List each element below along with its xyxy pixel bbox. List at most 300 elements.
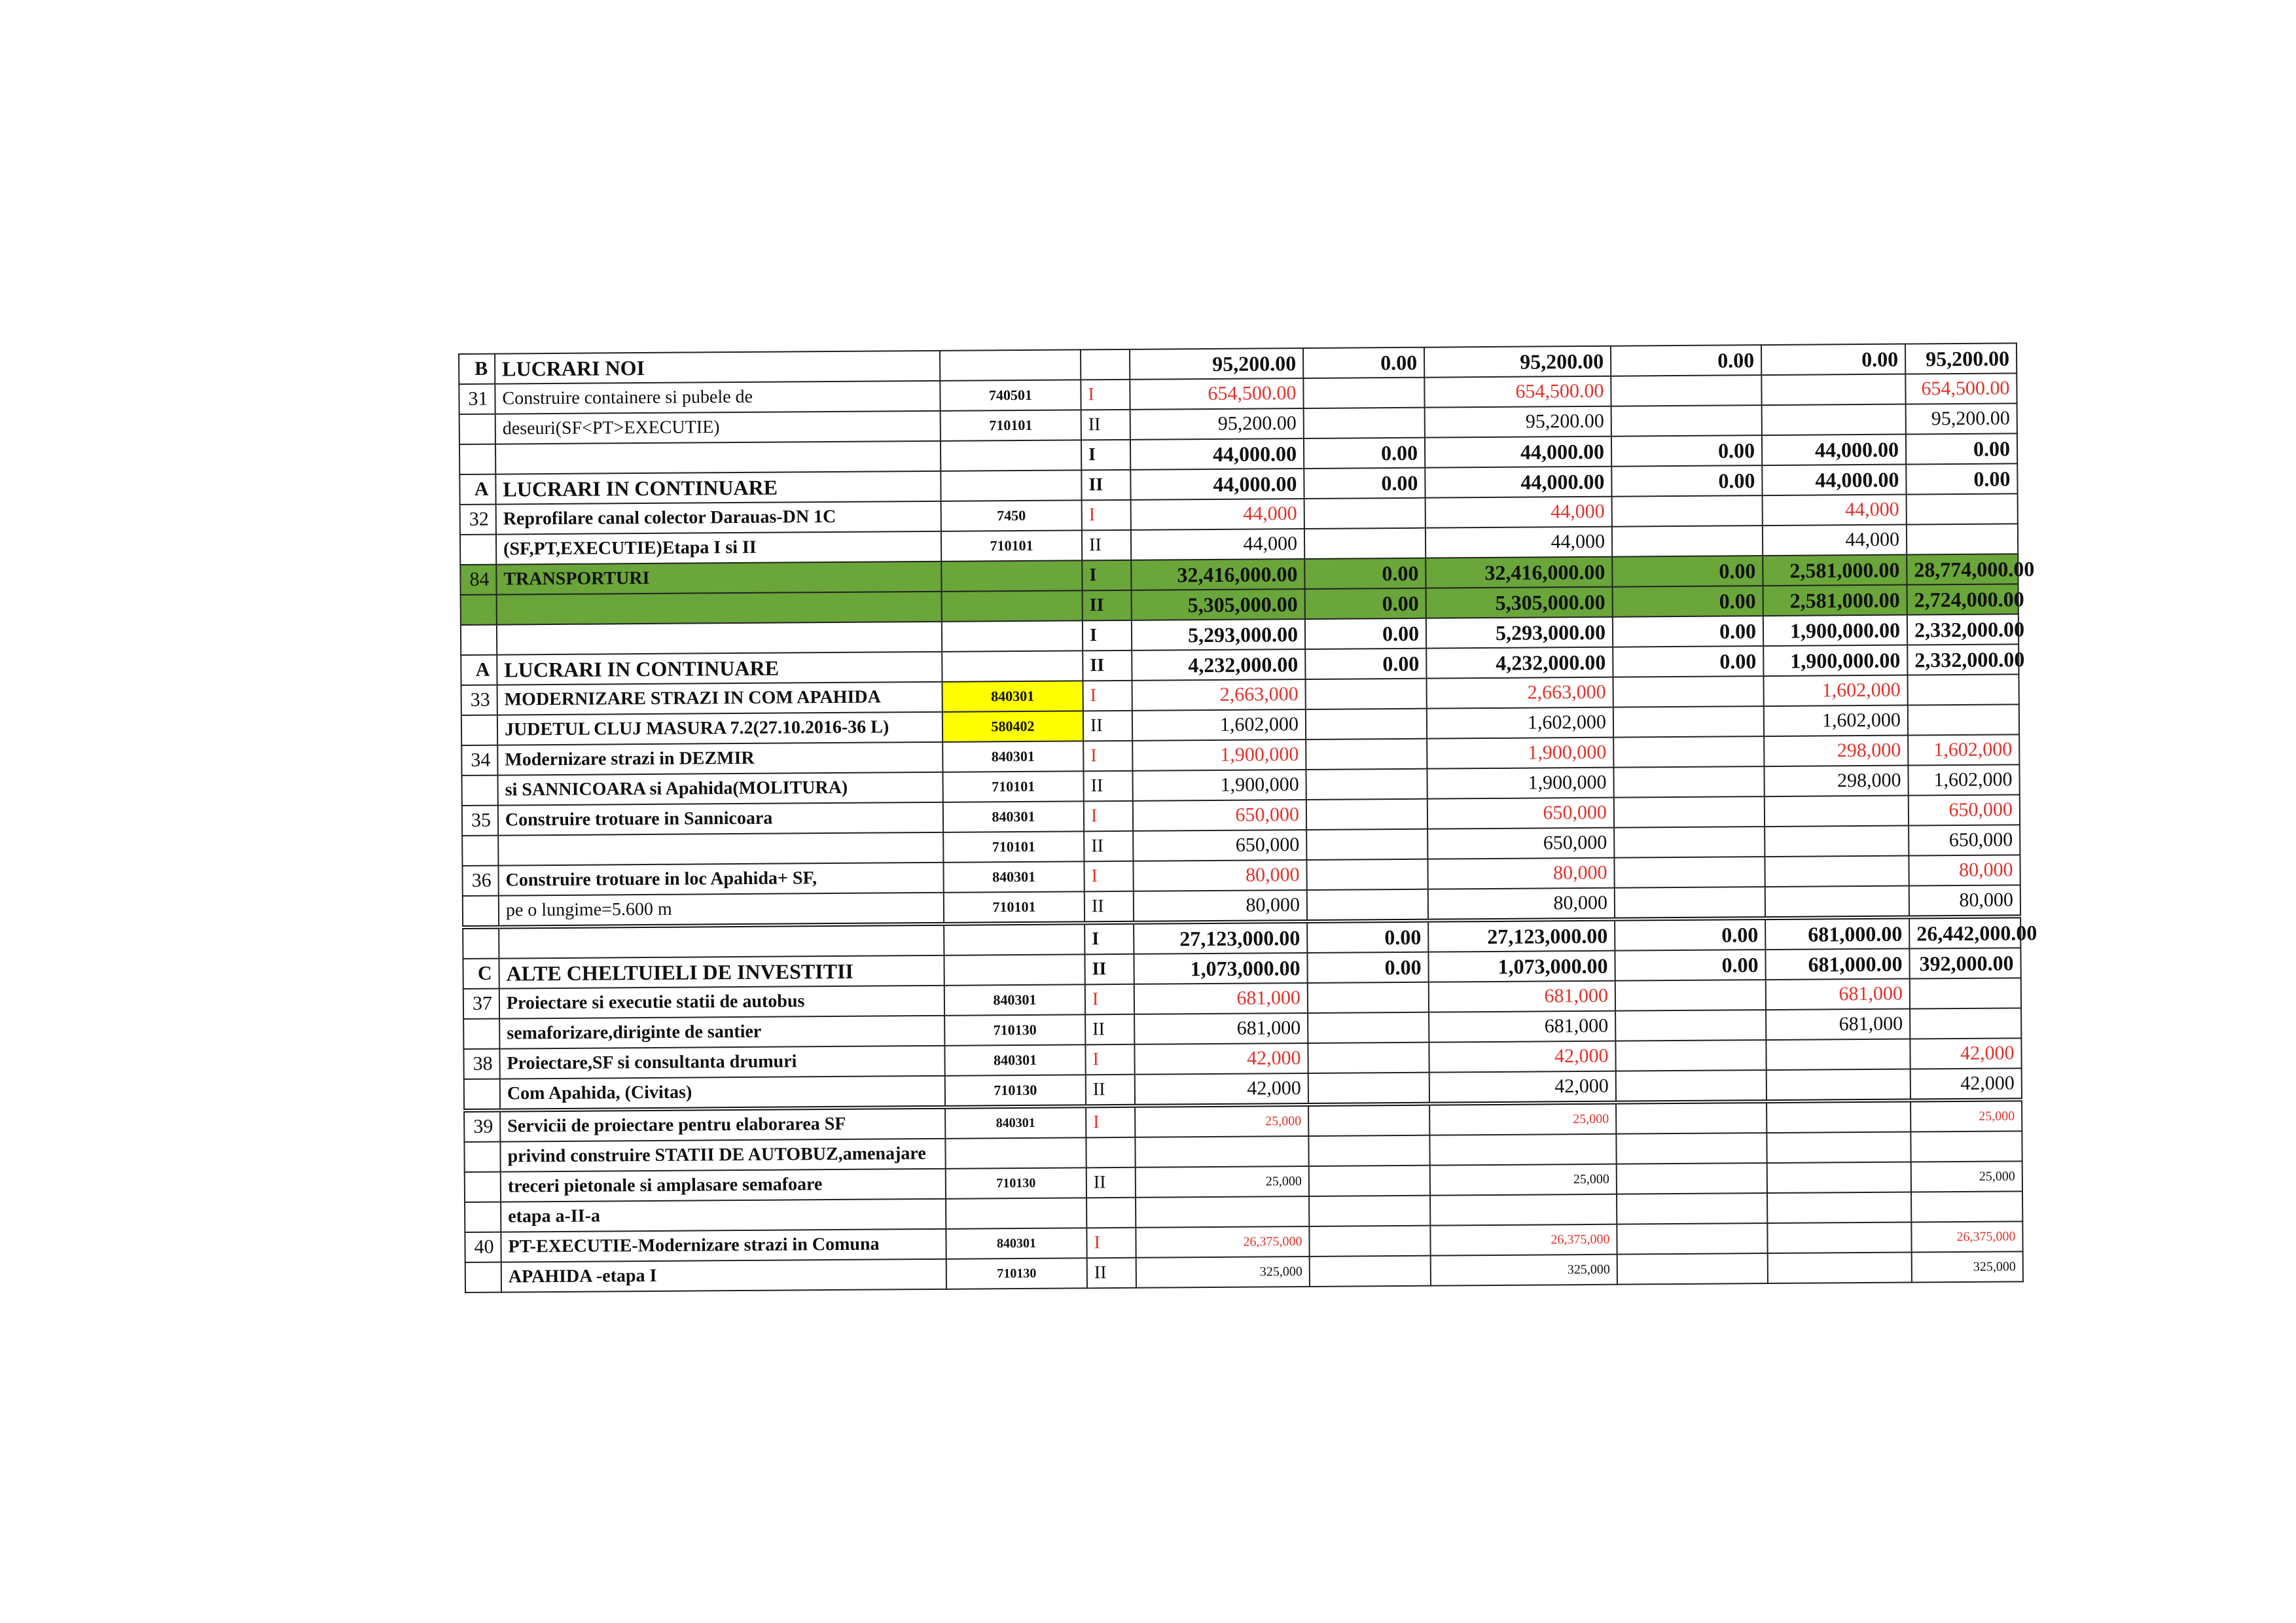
value-cell-1: 44,000 (1131, 499, 1304, 530)
value-cell-6: 2,332,000.00 (1907, 614, 2018, 645)
value-cell-3: 1,900,000 (1427, 768, 1613, 799)
value-cell-1: 26,375,000 (1136, 1226, 1309, 1258)
stage-cell: I (1083, 741, 1132, 772)
value-cell-3: 95,200.00 (1424, 346, 1611, 378)
value-cell-6: 26,442,000.00 (1909, 916, 2020, 948)
value-cell-2: 0.00 (1303, 348, 1424, 378)
value-cell-4: 0.00 (1615, 918, 1765, 951)
row-number: 32 (460, 505, 496, 535)
value-cell-2 (1306, 739, 1427, 770)
value-cell-1: 5,293,000.00 (1132, 619, 1305, 651)
row-number (461, 715, 497, 745)
value-cell-3: 25,000 (1430, 1164, 1617, 1196)
value-cell-6: 650,000 (1909, 794, 2020, 825)
value-cell-4 (1615, 980, 1766, 1011)
row-number (460, 535, 496, 565)
value-cell-2: 0.00 (1307, 952, 1428, 983)
value-cell-1: 1,073,000.00 (1134, 953, 1307, 984)
value-cell-6 (1907, 674, 2018, 705)
value-cell-6: 1,602,000 (1908, 764, 2019, 795)
budget-code-cell: 840301 (946, 1228, 1086, 1258)
row-number (465, 1172, 501, 1202)
value-cell-1: 5,305,000.00 (1132, 589, 1305, 620)
budget-code-cell: 710130 (945, 1075, 1086, 1107)
value-cell-4 (1616, 1070, 1767, 1103)
value-cell-2 (1310, 1256, 1431, 1287)
budget-code-cell (941, 560, 1082, 591)
value-cell-4 (1615, 1040, 1766, 1071)
description-cell: pe o lungime=5.600 m (499, 893, 944, 927)
value-cell-1: 80,000 (1134, 890, 1307, 923)
value-cell-2 (1303, 378, 1424, 408)
value-cell-5: 681,000.00 (1765, 949, 1909, 980)
value-cell-3: 42,000 (1429, 1041, 1615, 1073)
value-cell-4 (1615, 1010, 1766, 1041)
value-cell-3: 42,000 (1429, 1071, 1616, 1104)
value-cell-2: 0.00 (1305, 588, 1426, 619)
value-cell-4 (1617, 1163, 1767, 1194)
value-cell-3: 650,000 (1427, 828, 1614, 859)
stage-cell: II (1081, 410, 1130, 440)
value-cell-1 (1135, 1136, 1308, 1168)
value-cell-5: 0.00 (1761, 344, 1905, 376)
value-cell-2 (1308, 982, 1429, 1013)
value-cell-6: 0.00 (1906, 433, 2017, 464)
value-cell-2 (1309, 1166, 1430, 1196)
budget-code-cell (945, 1137, 1086, 1168)
value-cell-6 (1907, 493, 2018, 524)
value-cell-1: 325,000 (1136, 1257, 1310, 1288)
value-cell-3: 25,000 (1429, 1103, 1616, 1135)
value-cell-5: 681,000 (1766, 1009, 1910, 1041)
budget-code-cell: 710101 (943, 831, 1084, 862)
row-number (465, 1202, 501, 1232)
description-cell: Construire trotuare in loc Apahida+ SF, (498, 863, 943, 896)
value-cell-1: 650,000 (1133, 830, 1306, 861)
description-cell (497, 622, 942, 655)
description-cell: Proiectare,SF si consultanta drumuri (499, 1046, 944, 1079)
description-cell: LUCRARI IN CONTINUARE (495, 471, 941, 505)
value-cell-2 (1306, 709, 1427, 740)
stage-cell: I (1084, 801, 1133, 832)
row-number (463, 896, 499, 927)
value-cell-4 (1616, 1133, 1767, 1164)
value-cell-5: 1,602,000 (1763, 675, 1907, 707)
budget-code-cell (942, 590, 1083, 621)
row-number (461, 595, 497, 625)
budget-code-cell (942, 651, 1083, 681)
value-cell-6: 25,000 (1910, 1099, 2022, 1132)
row-number (462, 776, 498, 806)
value-cell-2 (1306, 769, 1427, 800)
description-cell: LUCRARI IN CONTINUARE (497, 652, 942, 685)
value-cell-6: 2,724,000.00 (1907, 584, 2018, 615)
value-cell-4: 0.00 (1612, 556, 1763, 587)
value-cell-1: 25,000 (1136, 1166, 1309, 1198)
value-cell-2: 0.00 (1305, 618, 1426, 649)
value-cell-4 (1617, 1253, 1768, 1285)
row-number (464, 1142, 500, 1172)
row-number (459, 414, 495, 444)
row-number: 84 (460, 565, 496, 595)
value-cell-2 (1307, 889, 1428, 921)
value-cell-4 (1612, 526, 1763, 557)
description-cell: JUDETUL CLUJ MASURA 7.2(27.10.2016-36 L) (497, 712, 942, 745)
stage-cell: I (1083, 681, 1132, 711)
value-cell-1: 80,000 (1133, 860, 1306, 891)
value-cell-2: 0.00 (1304, 438, 1425, 469)
value-cell-5: 2,581,000.00 (1763, 555, 1907, 586)
value-cell-1 (1136, 1196, 1309, 1228)
value-cell-3: 325,000 (1431, 1255, 1617, 1286)
value-cell-1: 42,000 (1134, 1043, 1308, 1075)
value-cell-5: 298,000 (1764, 766, 1908, 797)
value-cell-6 (1910, 1008, 2021, 1039)
value-cell-5 (1765, 796, 1909, 827)
value-cell-1: 2,663,000 (1132, 679, 1306, 711)
stage-cell (1086, 1137, 1135, 1168)
value-cell-4 (1611, 405, 1762, 437)
value-cell-1: 44,000 (1131, 529, 1304, 560)
value-cell-6 (1907, 524, 2018, 554)
stage-cell: II (1086, 1075, 1135, 1107)
description-cell: Construire trotuare in Sannicoara (498, 802, 943, 836)
value-cell-5 (1767, 1132, 1910, 1164)
value-cell-4 (1613, 736, 1764, 768)
value-cell-4: 0.00 (1611, 345, 1761, 376)
value-cell-6: 1,602,000 (1908, 734, 2019, 765)
description-cell (497, 592, 942, 625)
description-cell: treceri pietonale si amplasare semafoare (501, 1169, 946, 1202)
value-cell-6: 2,332,000.00 (1907, 644, 2018, 675)
budget-code-cell: 840301 (942, 681, 1083, 711)
value-cell-4: 0.00 (1615, 950, 1765, 981)
stage-cell: II (1085, 954, 1134, 985)
value-cell-3: 5,305,000.00 (1426, 587, 1613, 618)
row-number: 37 (463, 989, 499, 1019)
table-body (459, 343, 2037, 1293)
value-cell-4 (1617, 1223, 1767, 1255)
value-cell-4 (1614, 796, 1765, 828)
row-number: 31 (459, 384, 495, 414)
value-cell-3: 1,900,000 (1427, 738, 1613, 769)
budget-code-cell: 710130 (946, 1168, 1086, 1198)
value-cell-5: 44,000.00 (1762, 435, 1906, 466)
value-cell-5 (1765, 886, 1909, 919)
value-cell-5: 44,000 (1763, 525, 1907, 556)
value-cell-3: 95,200.00 (1425, 406, 1611, 438)
description-cell: Servicii de proiectare pentru elaborarea SF (500, 1107, 945, 1142)
value-cell-2 (1308, 1012, 1429, 1043)
value-cell-2: 0.00 (1307, 921, 1428, 953)
budget-code-cell: 840301 (944, 1044, 1085, 1075)
value-cell-5: 298,000 (1764, 736, 1908, 767)
value-cell-1: 95,200.00 (1130, 348, 1303, 380)
value-cell-1: 95,200.00 (1130, 408, 1304, 440)
value-cell-2 (1309, 1196, 1430, 1226)
description-cell: PT-EXECUTIE-Modernizare strazi in Comuna (501, 1229, 946, 1262)
value-cell-1: 681,000 (1134, 1013, 1308, 1044)
value-cell-5 (1762, 404, 1906, 436)
description-cell: Modernizare strazi in DEZMIR (497, 742, 942, 776)
value-cell-6 (1910, 1131, 2022, 1162)
value-cell-4 (1614, 827, 1765, 858)
stage-cell: II (1081, 470, 1130, 501)
value-cell-5: 44,000.00 (1762, 465, 1906, 496)
value-cell-6 (1908, 704, 2019, 735)
value-cell-4: 0.00 (1613, 646, 1763, 677)
row-number (463, 1019, 499, 1049)
budget-code-cell: 840301 (943, 801, 1084, 832)
value-cell-5 (1767, 1192, 1911, 1224)
stage-cell: I (1085, 984, 1134, 1015)
stage-cell: I (1083, 620, 1132, 651)
row-number (464, 1079, 500, 1111)
stage-cell: I (1082, 500, 1131, 531)
budget-code-cell: 580402 (942, 711, 1083, 741)
budget-code-cell: 710101 (944, 891, 1085, 923)
value-cell-5: 1,900,000.00 (1763, 645, 1907, 677)
value-cell-5: 681,000.00 (1765, 918, 1909, 950)
value-cell-5 (1766, 1039, 1910, 1071)
value-cell-5: 1,602,000 (1764, 705, 1908, 737)
row-number (461, 625, 497, 655)
budget-code-cell (944, 954, 1085, 985)
value-cell-1: 4,232,000.00 (1132, 649, 1305, 681)
budget-code-cell: 710101 (942, 771, 1083, 802)
stage-cell: I (1084, 861, 1133, 892)
row-number: 40 (465, 1232, 501, 1262)
value-cell-2 (1308, 1073, 1429, 1105)
value-cell-6: 80,000 (1909, 885, 2020, 917)
stage-cell: I (1081, 440, 1130, 471)
budget-code-cell: 7450 (941, 500, 1082, 531)
stage-cell: II (1082, 530, 1131, 561)
description-cell: Reprofilare canal colector Darauas-DN 1C (496, 501, 941, 535)
row-number (463, 927, 499, 959)
budget-code-cell: 710130 (946, 1258, 1087, 1289)
value-cell-3: 681,000 (1429, 1011, 1615, 1043)
stage-cell: II (1085, 891, 1134, 923)
value-cell-2 (1306, 799, 1427, 830)
description-cell: APAHIDA -etapa I (501, 1259, 946, 1293)
value-cell-2 (1304, 408, 1425, 438)
value-cell-6: 392,000.00 (1909, 948, 2020, 978)
value-cell-3: 1,073,000.00 (1428, 951, 1615, 982)
stage-cell: I (1085, 923, 1134, 955)
budget-code-cell (946, 1198, 1086, 1228)
value-cell-3: 1,602,000 (1427, 707, 1613, 739)
stage-cell: I (1085, 1044, 1134, 1075)
row-number: A (459, 474, 495, 505)
value-cell-5: 2,581,000.00 (1763, 585, 1907, 616)
value-cell-2: 0.00 (1304, 558, 1426, 589)
value-cell-1: 1,900,000 (1132, 770, 1306, 801)
value-cell-5 (1767, 1222, 1911, 1254)
description-cell: deseuri(SF<PT>EXECUTIE) (495, 411, 941, 444)
description-cell: TRANSPORTURI (496, 562, 941, 595)
row-number (462, 836, 498, 866)
value-cell-1: 44,000.00 (1130, 469, 1304, 500)
budget-code-cell (940, 349, 1081, 380)
value-cell-3: 5,293,000.00 (1426, 617, 1613, 649)
budget-code-cell: 710101 (941, 530, 1082, 561)
value-cell-6: 650,000 (1909, 825, 2020, 855)
value-cell-4 (1613, 676, 1763, 707)
value-cell-6 (1911, 1191, 2022, 1222)
value-cell-4 (1613, 766, 1764, 798)
value-cell-2 (1306, 859, 1427, 890)
value-cell-3: 681,000 (1429, 981, 1615, 1012)
value-cell-2 (1308, 1043, 1429, 1073)
value-cell-2 (1308, 1104, 1429, 1136)
row-number: 35 (462, 806, 498, 836)
value-cell-1: 1,602,000 (1132, 709, 1306, 741)
value-cell-4: 0.00 (1613, 616, 1763, 647)
description-cell (499, 924, 944, 959)
value-cell-2 (1304, 498, 1426, 529)
stage-cell: I (1086, 1106, 1135, 1138)
value-cell-4 (1611, 375, 1761, 406)
stage-cell (1081, 349, 1130, 380)
description-cell: semaforizare,diriginte de santier (499, 1016, 944, 1049)
value-cell-6: 95,200.00 (1905, 343, 2017, 374)
value-cell-6: 26,375,000 (1911, 1221, 2022, 1252)
stage-cell: II (1083, 590, 1132, 621)
value-cell-1: 25,000 (1135, 1105, 1308, 1137)
value-cell-4 (1617, 1193, 1767, 1224)
value-cell-1: 650,000 (1133, 800, 1306, 831)
value-cell-2 (1309, 1226, 1430, 1257)
value-cell-5 (1765, 856, 1909, 887)
value-cell-6: 654,500.00 (1905, 373, 2017, 404)
value-cell-2 (1304, 528, 1426, 559)
value-cell-2 (1306, 679, 1427, 709)
value-cell-3: 44,000 (1426, 497, 1612, 528)
value-cell-1: 1,900,000 (1132, 740, 1306, 771)
value-cell-4: 0.00 (1611, 435, 1762, 467)
value-cell-6: 95,200.00 (1906, 403, 2017, 434)
value-cell-3: 26,375,000 (1430, 1224, 1617, 1256)
value-cell-3: 32,416,000.00 (1426, 557, 1612, 588)
description-cell: Com Apahida, (Civitas) (500, 1076, 945, 1111)
budget-sheet (458, 342, 2037, 1293)
value-cell-6: 25,000 (1911, 1161, 2022, 1192)
row-number: 39 (464, 1111, 500, 1142)
row-number: A (461, 655, 497, 685)
row-number (459, 444, 495, 474)
value-cell-4 (1616, 1101, 1767, 1134)
value-cell-5 (1765, 826, 1909, 857)
value-cell-1: 32,416,000.00 (1131, 559, 1304, 590)
value-cell-4: 0.00 (1613, 586, 1763, 617)
row-number: C (463, 959, 499, 989)
row-number (465, 1262, 501, 1293)
budget-code-cell: 840301 (945, 1106, 1086, 1138)
description-cell: Proiectare si executie statii de autobus (499, 986, 944, 1019)
value-cell-3: 27,123,000.00 (1428, 919, 1615, 952)
row-number: 36 (462, 866, 498, 896)
value-cell-4 (1613, 706, 1764, 738)
value-cell-5 (1761, 374, 1905, 406)
budget-code-cell: 710130 (944, 1014, 1085, 1045)
stage-cell: II (1083, 711, 1132, 741)
stage-cell: II (1085, 1014, 1134, 1045)
value-cell-3: 4,232,000.00 (1426, 647, 1613, 679)
budget-code-cell (941, 470, 1081, 501)
row-number: 33 (461, 685, 497, 715)
value-cell-6: 0.00 (1906, 463, 2017, 494)
description-cell (498, 832, 943, 866)
description-cell (495, 441, 941, 474)
investment-table (458, 342, 2037, 1293)
stage-cell: II (1086, 1168, 1136, 1198)
budget-code-cell (941, 440, 1081, 471)
value-cell-3: 654,500.00 (1424, 376, 1611, 408)
stage-cell: I (1086, 1228, 1136, 1258)
value-cell-5 (1768, 1253, 1912, 1284)
value-cell-2 (1306, 829, 1427, 860)
row-number: 38 (463, 1049, 499, 1079)
value-cell-1: 654,500.00 (1130, 378, 1303, 410)
value-cell-1: 44,000.00 (1130, 438, 1304, 470)
value-cell-1: 42,000 (1135, 1073, 1308, 1106)
budget-code-cell: 840301 (942, 741, 1083, 772)
value-cell-5: 1,900,000.00 (1763, 615, 1907, 647)
budget-code-cell: 840301 (943, 861, 1084, 892)
value-cell-3 (1429, 1134, 1616, 1166)
value-cell-3: 2,663,000 (1427, 677, 1613, 709)
value-cell-6: 28,774,000.00 (1907, 554, 2018, 584)
value-cell-6: 325,000 (1912, 1251, 2023, 1282)
value-cell-5 (1767, 1101, 1910, 1133)
value-cell-1: 681,000 (1134, 983, 1308, 1014)
budget-code-cell (944, 923, 1085, 955)
budget-code-cell: 710101 (941, 410, 1081, 440)
row-number: 34 (461, 745, 497, 776)
value-cell-4 (1612, 495, 1763, 527)
value-cell-3: 44,000.00 (1425, 467, 1611, 498)
value-cell-5 (1767, 1069, 1910, 1102)
value-cell-2: 0.00 (1305, 649, 1426, 679)
value-cell-4: 0.00 (1611, 465, 1762, 497)
value-cell-6 (1910, 978, 2021, 1008)
description-cell: privind construire STATII DE AUTOBUZ,amenajare (500, 1139, 945, 1172)
stage-cell: I (1082, 560, 1131, 591)
stage-cell: II (1084, 831, 1133, 862)
description-cell: (SF,PT,EXECUTIE)Etapa I si II (496, 531, 941, 565)
stage-cell (1086, 1198, 1136, 1228)
value-cell-2: 0.00 (1304, 468, 1425, 499)
value-cell-6: 80,000 (1909, 855, 2020, 885)
description-cell: LUCRARI NOI (495, 351, 940, 384)
value-cell-6: 42,000 (1910, 1068, 2022, 1100)
value-cell-3: 80,000 (1427, 858, 1614, 889)
description-cell: MODERNIZARE STRAZI IN COM APAHIDA (497, 682, 942, 715)
value-cell-3 (1430, 1194, 1617, 1226)
budget-code-cell: 740501 (940, 380, 1081, 410)
value-cell-4 (1615, 887, 1765, 919)
budget-code-cell: 840301 (944, 984, 1085, 1015)
description-cell: si SANNICOARA si Apahida(MOLITURA) (498, 772, 943, 806)
stage-cell: I (1081, 380, 1130, 410)
value-cell-6: 42,000 (1910, 1038, 2021, 1069)
description-cell: etapa a-II-a (501, 1199, 946, 1232)
budget-code-cell (942, 620, 1083, 651)
row-number: B (459, 354, 495, 384)
value-cell-2 (1308, 1135, 1429, 1166)
value-cell-3: 650,000 (1427, 798, 1614, 829)
